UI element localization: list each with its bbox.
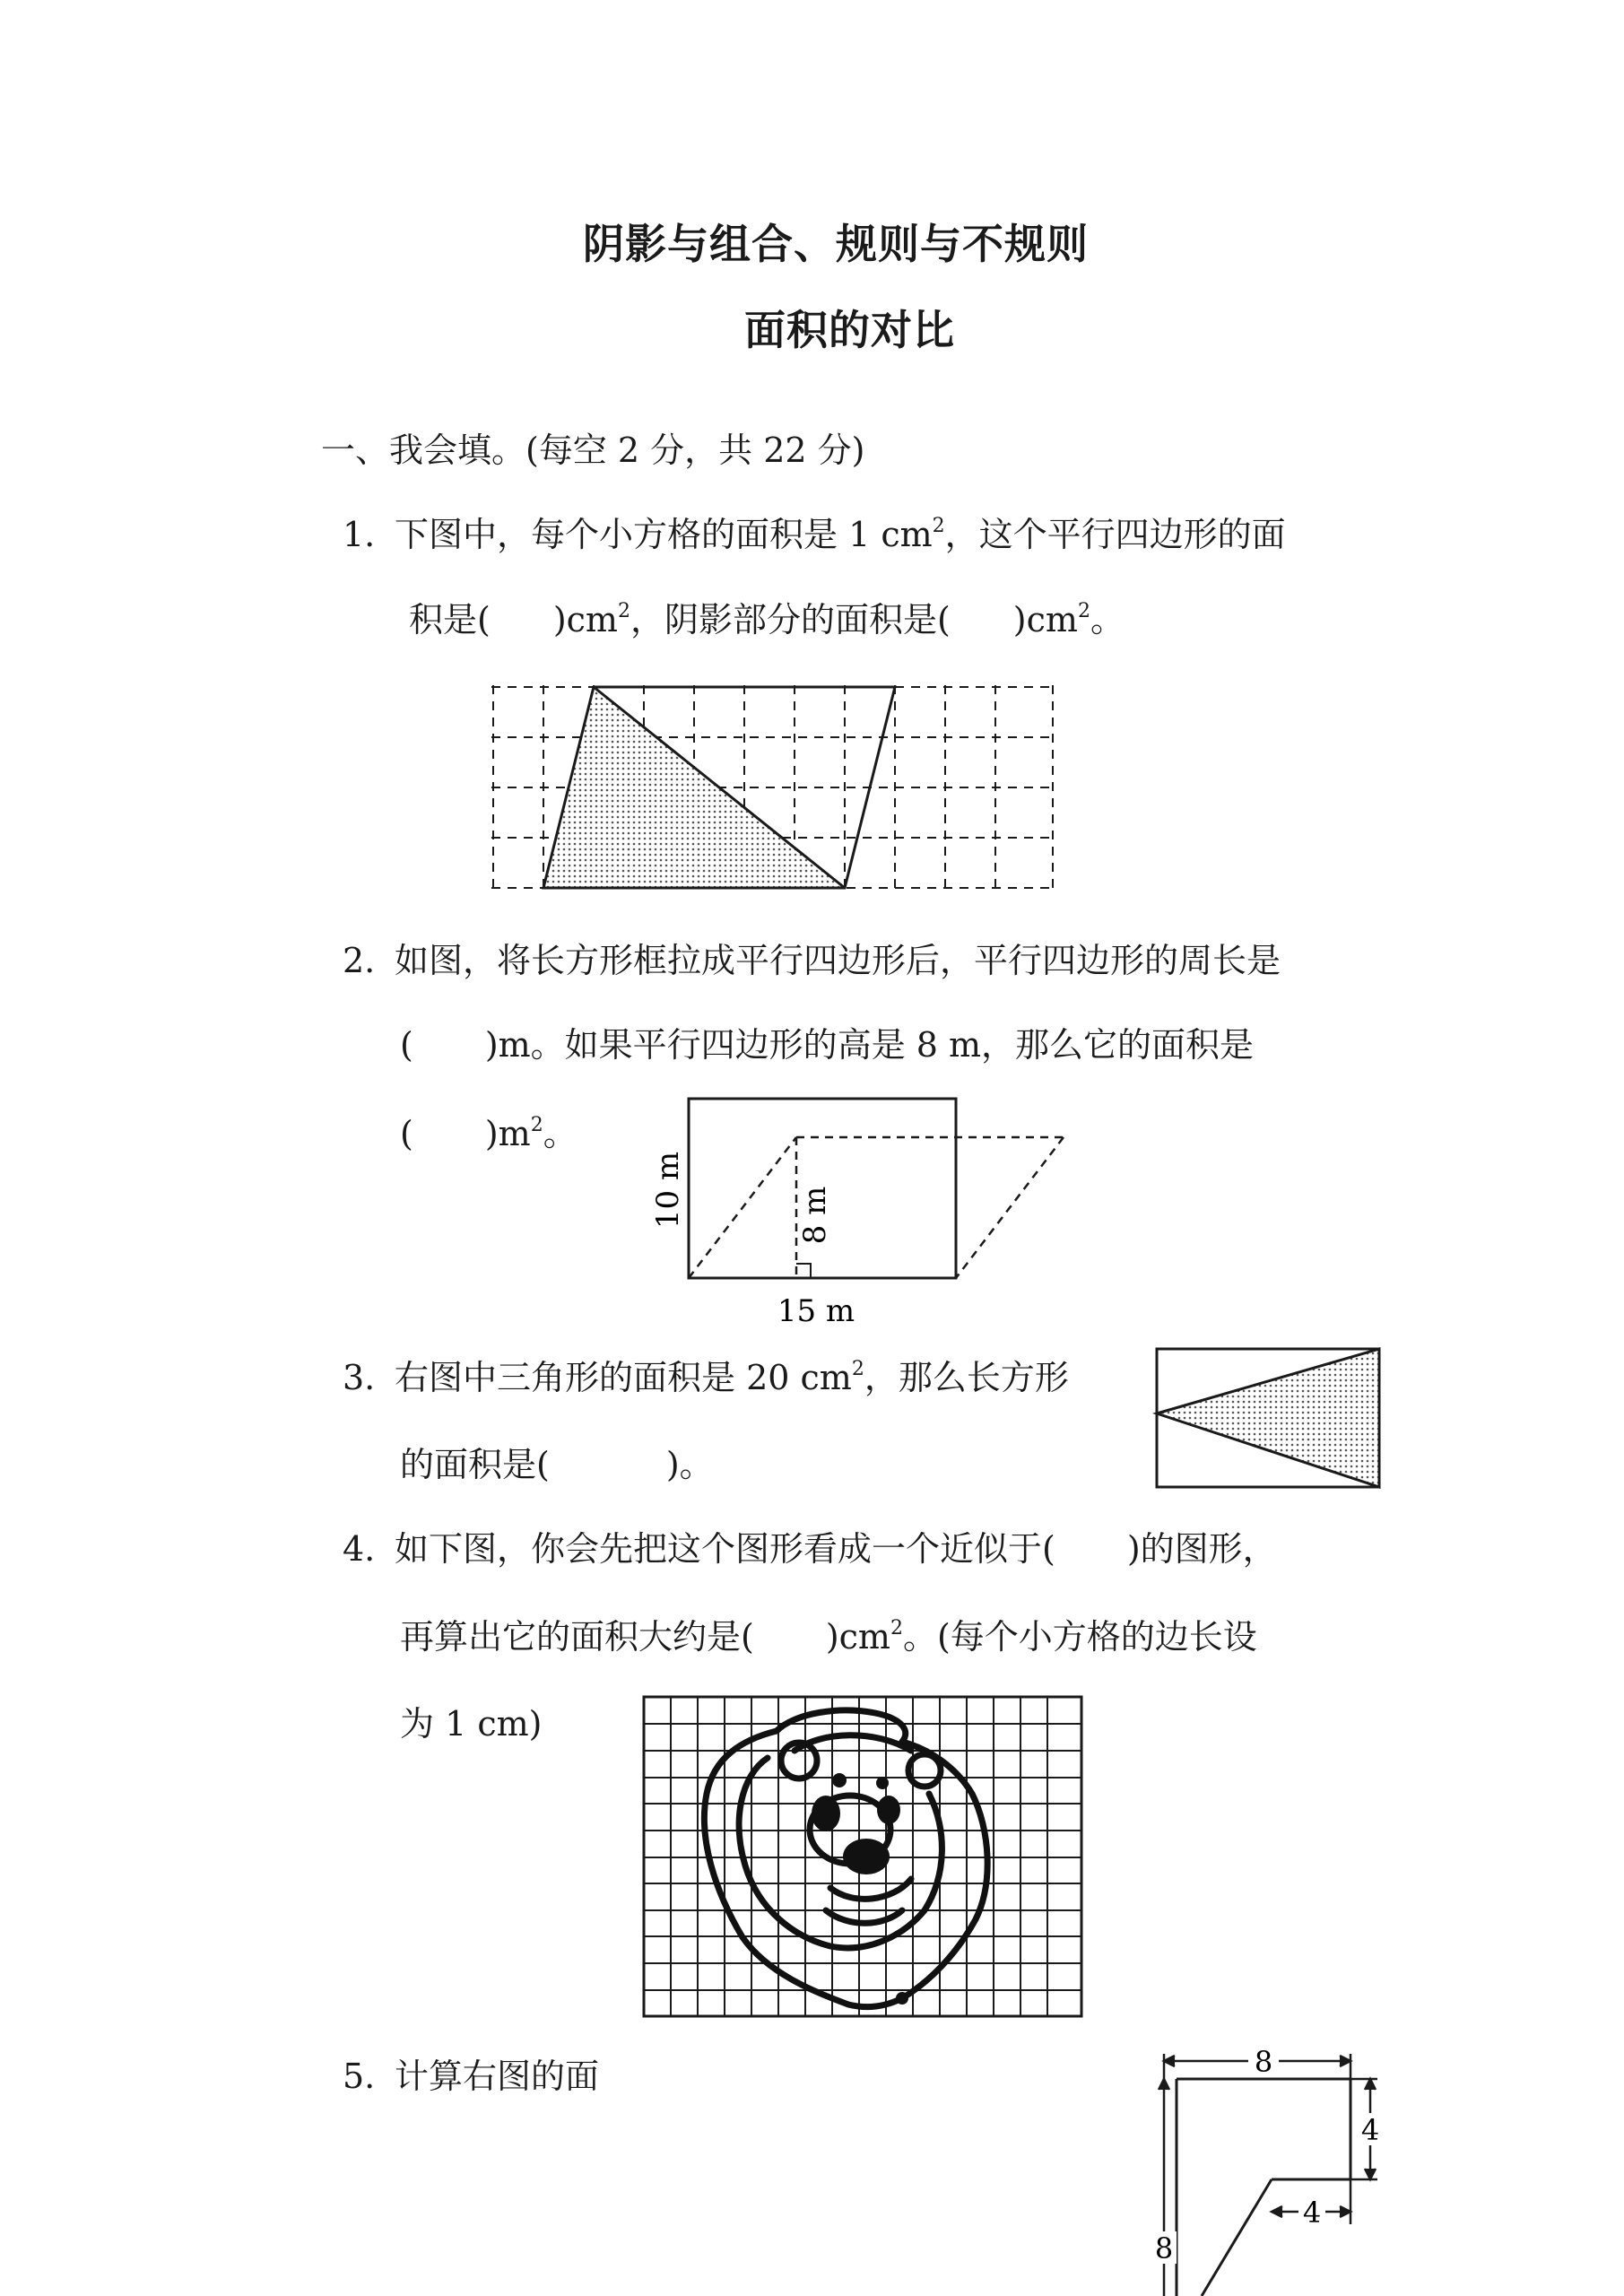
- q1-text-a: 下图中，每个小方格的面积是 1 cm: [395, 515, 933, 554]
- q3-number: 3.: [343, 1358, 376, 1397]
- q5-outline-slant: [1202, 2179, 1272, 2296]
- q5-line1: [343, 2057, 600, 2096]
- q2-number: 2.: [343, 941, 376, 980]
- q5-text: 计算右图的面: [395, 2057, 600, 2096]
- q2-line3-a: (: [400, 1114, 413, 1153]
- q5-number: 5.: [343, 2057, 376, 2096]
- q3-line1: [343, 1358, 1069, 1397]
- q4-line2: [400, 1617, 1257, 1657]
- q4-line1-b: )的图形，: [1126, 1529, 1277, 1569]
- q2-line2-a: (: [400, 1025, 413, 1065]
- q2-line3-sup: 2: [530, 1114, 543, 1136]
- q2-label-height: 10 m: [650, 1151, 686, 1230]
- q4-figure: [642, 1695, 1085, 2020]
- q2-line2: [400, 1025, 1255, 1065]
- section-heading: 一、我会填。(每空 2 分，共 22 分): [321, 430, 865, 470]
- q1-line2-sup1: 2: [617, 600, 630, 622]
- q2-text: 如图，将长方形框拉成平行四边形后，平行四边形的周长是: [395, 941, 1281, 980]
- q3-figure: [1150, 1345, 1383, 1491]
- q1-line1: [343, 517, 1286, 552]
- q3-text-a: 右图中三角形的面积是 20 cm: [395, 1358, 852, 1397]
- q2-line2-b: )m。如果平行四边形的高是 8 m，那么它的面积是: [484, 1025, 1255, 1065]
- q3-line2-a: 的面积是(: [400, 1445, 550, 1484]
- q2-label-inner: 8 m: [797, 1186, 833, 1245]
- page-title-line2: 面积的对比: [744, 306, 955, 354]
- q3-line2: [400, 1445, 714, 1484]
- page-title-line1: 阴影与组合、规则与不规则: [583, 220, 1089, 268]
- q2-line3-b: )m: [484, 1114, 531, 1153]
- q3-sup: 2: [851, 1358, 864, 1380]
- q2-right-angle: [796, 1264, 811, 1278]
- q4-line2-a: 再算出它的面积大约是(: [400, 1617, 754, 1657]
- q2-figure: [646, 1090, 1067, 1332]
- q2-parallelogram: [689, 1137, 1064, 1278]
- q1-sup: 2: [932, 515, 945, 537]
- q1-line2-d: )cm: [1012, 600, 1078, 639]
- q1-number: 1.: [343, 515, 376, 554]
- q2-label-base: 15 m: [777, 1293, 855, 1329]
- q1-line2-c: ，阴影部分的面积是(: [630, 600, 951, 639]
- q1-figure: [491, 685, 1056, 891]
- q1-line2-e: 。: [1090, 600, 1125, 639]
- q1-line2-a: 积是(: [409, 600, 491, 639]
- q5-label-bottom: 4: [1302, 2196, 1322, 2230]
- q4-line1-a: 如下图，你会先把这个图形看成一个近似于(: [395, 1529, 1055, 1569]
- q1-line2-sup2: 2: [1077, 600, 1090, 622]
- q1-line2: [409, 600, 1125, 639]
- q5-figure: [1139, 2036, 1390, 2296]
- q5-label-top: 8: [1254, 2045, 1273, 2079]
- q2-line3: [400, 1114, 578, 1153]
- q2-line3-c: 。: [543, 1114, 578, 1153]
- q4-line2-sup: 2: [890, 1617, 903, 1639]
- q3-text-b: ，那么长方形: [864, 1358, 1069, 1397]
- q3-triangle: [1157, 1349, 1379, 1487]
- q5-label-right: 4: [1360, 2113, 1380, 2147]
- q1-text-b: ，这个平行四边形的面: [944, 515, 1286, 554]
- q4-line3: 为 1 cm): [400, 1704, 543, 1744]
- q4-line1: [343, 1529, 1277, 1569]
- q4-number: 4.: [343, 1529, 376, 1569]
- q3-line2-b: )。: [665, 1445, 714, 1484]
- q5-label-left: 8: [1154, 2231, 1174, 2266]
- q2-line1: [343, 941, 1281, 980]
- q4-line2-b: )cm: [825, 1617, 890, 1657]
- q1-line2-b: )cm: [552, 600, 618, 639]
- q4-line2-c: 。(每个小方格的边长设: [902, 1617, 1257, 1657]
